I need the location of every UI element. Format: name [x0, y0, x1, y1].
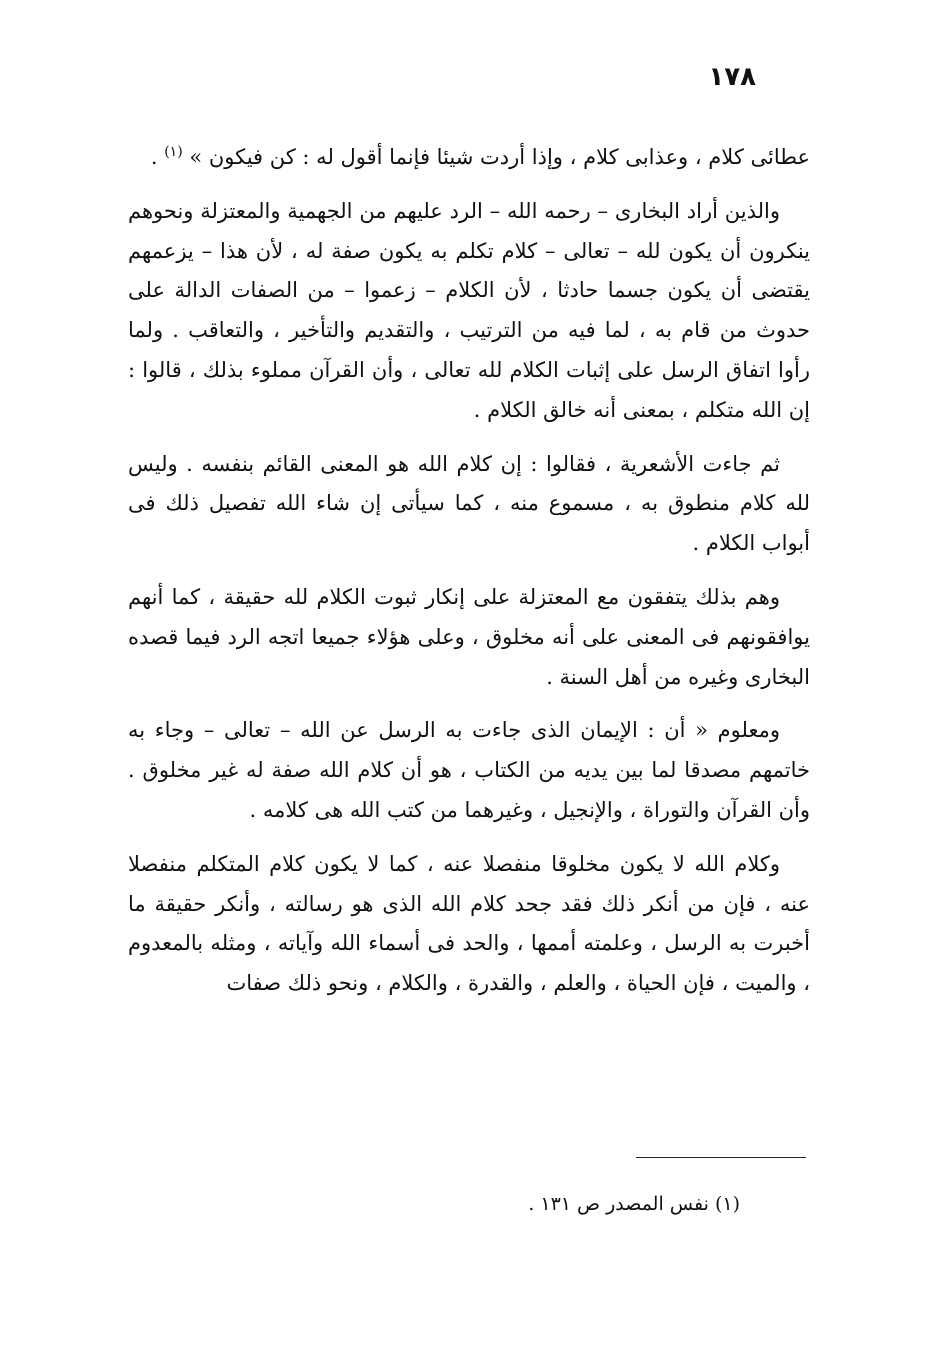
paragraph-6: وكلام الله لا يكون مخلوقا منفصلا عنه ، كما لا يكون كلام المتكلم منفصلا عنه ، فإن من أنكر ذلك فقد جحد كلام الله الذى هو رسالته ، وأنكر حقيقة ما أخبرت به الرسل ، وعلمته أممها ، والحد فى أسماء الله وآياته ، ومثله بالمعدوم ، والميت ، فإن الحياة ، والعلم ، والقدرة ، والكلام ، ونحو ذلك صفات	[128, 851, 810, 996]
paragraph-5: ومعلوم « أن : الإيمان الذى جاءت به الرسل عن الله – تعالى – وجاء به خاتمهم مصدقا لما بين يديه من الكتاب ، هو أن كلام الله صفة له غير مخلوق . وأن القرآن والتوراة ، والإنجيل ، وغيرهما من كتب الله هى كلامه .	[128, 718, 810, 822]
page-number: ١٧٨	[708, 62, 756, 92]
paragraph-2: والذين أراد البخارى – رحمه الله – الرد عليهم من الجهمية والمعتزلة ونحوهم ينكرون أن يكون لله – تعالى – كلام تكلم به يكون صفة له ، لأن هذا – يزعمهم يقتضى أن يكون جسما حادثا ، لأن الكلام – زعموا – من الصفات الدالة على حدوث من قام به ، لما فيه من الترتيب ، والتقديم والتأخير ، والتعاقب . ولما رأوا اتفاق الرسل على إثبات الكلام لله تعالى ، وأن القرآن مملوء بذلك ، قالوا : إن الله متكلم ، بمعنى أنه خالق الكلام .	[128, 198, 811, 422]
footnote-reference: (١)	[164, 144, 183, 160]
paragraph-1-tail: .	[150, 145, 165, 169]
paragraph-3: ثم جاءت الأشعرية ، فقالوا : إن كلام الله هو المعنى القائم بنفسه . وليس لله كلام منطوق به ، مسموع منه ، كما سيأتى إن شاء الله تفصيل ذلك فى أبواب الكلام .	[128, 451, 810, 556]
paragraph-4: وهم بذلك يتفقون مع المعتزلة على إنكار ثبوت الكلام لله حقيقة ، كما أنهم يوافقونهم فى المعنى على أنه مخلوق ، وعلى هؤلاء جميعا اتجه الرد فيما قصده البخارى وغيره من أهل السنة .	[128, 584, 810, 689]
main-text	[128, 138, 810, 1004]
footnote: (١) نفس المصدر ص ١٣١ .	[528, 1193, 740, 1215]
paragraph-1-text: عطائى كلام ، وعذابى كلام ، وإذا أردت شيئا فإنما أقول له : كن فيكون »	[182, 145, 810, 169]
paragraph-1	[128, 138, 810, 178]
footnote-divider	[636, 1157, 806, 1158]
